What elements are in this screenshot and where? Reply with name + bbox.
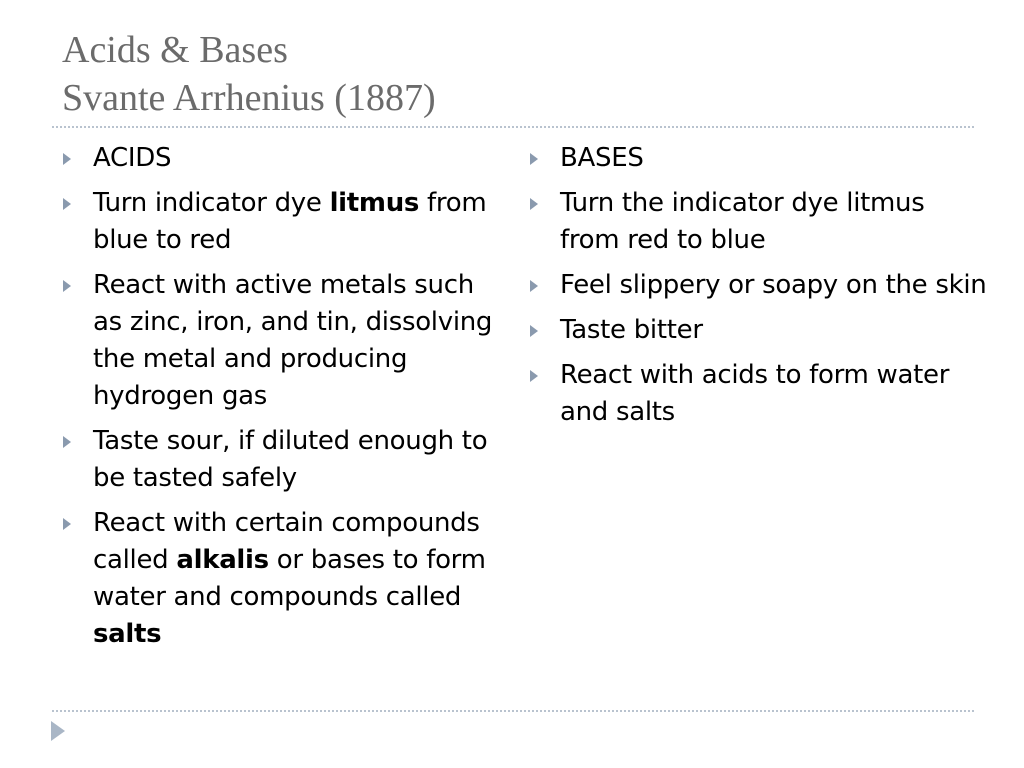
- footer-divider: [52, 710, 974, 712]
- triangle-bullet-icon: [530, 198, 538, 210]
- triangle-bullet-icon: [63, 518, 71, 530]
- triangle-bullet-icon: [530, 153, 538, 165]
- bases-heading: [527, 140, 987, 177]
- list-item-text: BASES: [560, 143, 644, 173]
- triangle-bullet-icon: [530, 325, 538, 337]
- list-item: [527, 357, 987, 431]
- list-item: [527, 312, 987, 349]
- list-item-text: React with acids to form water and salts: [560, 360, 950, 427]
- emphasis-salts: salts: [93, 619, 162, 649]
- list-item-text: Taste bitter: [560, 315, 703, 345]
- list-item: [527, 267, 987, 304]
- list-item-text: or bases to form water and compounds called: [93, 545, 486, 612]
- list-item-text: Feel slippery or soapy on the skin: [560, 270, 987, 300]
- triangle-bullet-icon: [63, 198, 71, 210]
- triangle-bullet-icon: [530, 280, 538, 292]
- title-divider: [52, 126, 974, 128]
- list-item-text: Taste sour, if diluted enough to be tasted safely: [93, 426, 488, 493]
- triangle-bullet-icon: [63, 153, 71, 165]
- bases-list: [527, 140, 987, 439]
- emphasis-litmus: litmus: [329, 188, 420, 218]
- list-item-text: React with certain compounds called: [93, 508, 480, 575]
- list-item: [527, 185, 987, 259]
- title-line-1: Acids & Bases: [62, 29, 288, 71]
- acids-heading: [60, 140, 505, 177]
- list-item: [60, 185, 505, 259]
- triangle-bullet-icon: [63, 436, 71, 448]
- triangle-bullet-icon: [63, 280, 71, 292]
- list-item: [60, 267, 505, 415]
- list-item-text: React with active metals such as zinc, iron, and tin, dissolving the metal and producing hydrogen gas: [93, 270, 493, 411]
- list-item: [60, 423, 505, 497]
- list-item-text: from blue to red: [93, 188, 487, 255]
- triangle-bullet-icon: [530, 370, 538, 382]
- emphasis-alkalis: alkalis: [176, 545, 269, 575]
- next-slide-arrow-icon[interactable]: [51, 721, 65, 741]
- list-item-text: Turn indicator dye: [93, 188, 330, 218]
- list-item-text: Turn the indicator dye litmus from red to blue: [560, 188, 925, 255]
- list-item: [60, 505, 505, 653]
- list-item-text: ACIDS: [93, 143, 172, 173]
- acids-list: [60, 140, 505, 661]
- title-line-2: Svante Arrhenius (1887): [62, 77, 436, 119]
- slide-title: [62, 26, 436, 122]
